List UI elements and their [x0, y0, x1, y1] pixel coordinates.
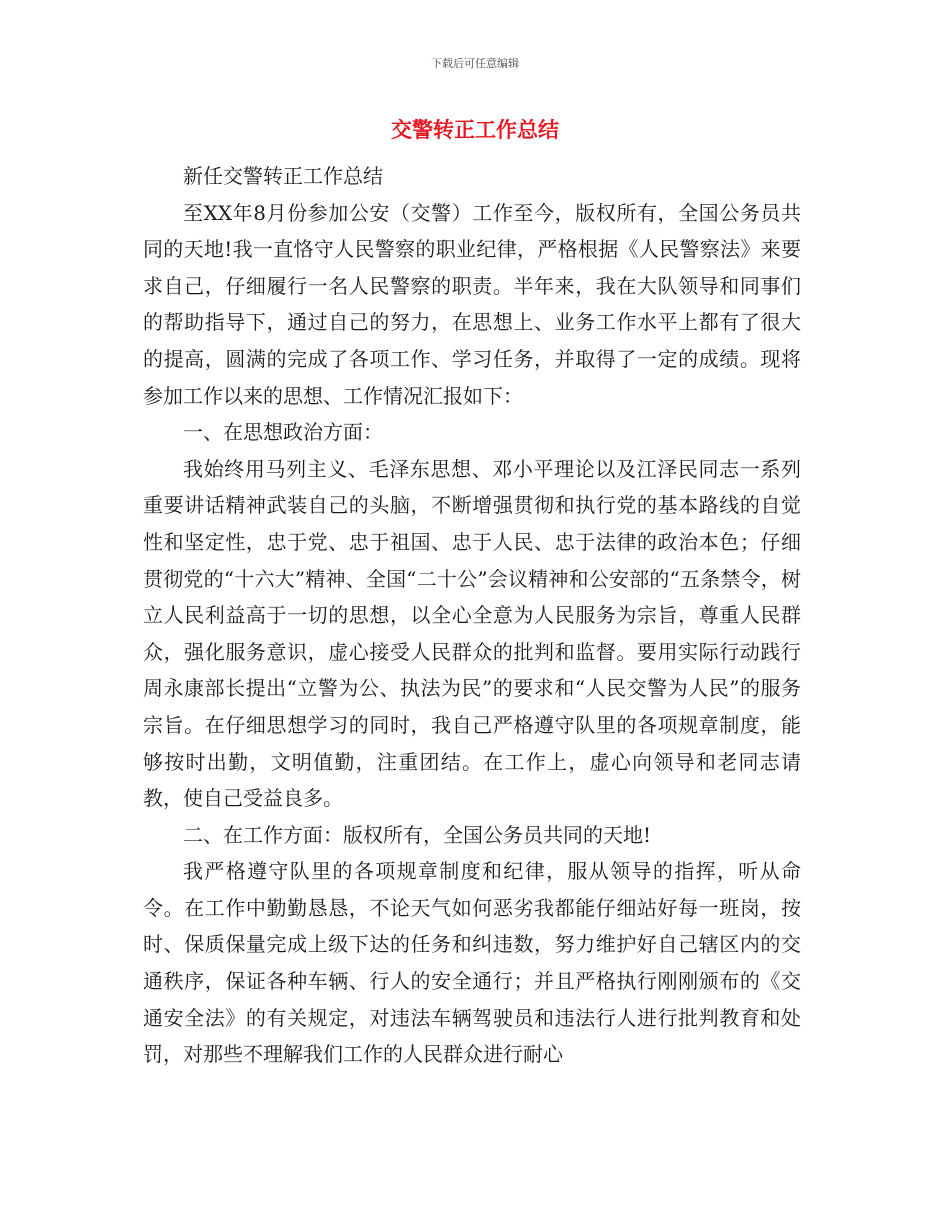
paragraph-political: 我始终用马列主义、毛泽东思想、邓小平理论以及江泽民同志一系列重要讲话精神武装自己的头脑，不断增强贯彻和执行党的基本路线的自觉性和坚定性，忠于党、忠于祖国、忠于人民、忠于法律的政治本色；仔细贯彻党的“十六大”精神、全国“二十公”会议精神和公安部的“五条禁令，树立人民利益高于一切的思想，以全心全意为人民服务为宗旨，尊重人民群众，强化服务意识，虚心接受人民群众的批判和监督。要用实际行动践行周永康部长提出“立警为公、执法为民”的要求和“人民交警为人民”的服务宗旨。在仔细思想学习的同时，我自己严格遵守队里的各项规章制度，能够按时出勤，文明值勤，注重团结。在工作上，虚心向领导和老同志请教，使自己受益良多。 [143, 456, 801, 811]
document-title: 交警转正工作总结 [391, 118, 559, 142]
section-heading-work: 二、在工作方面：版权所有，全国公务员共同的天地! [183, 822, 652, 847]
paragraph-intro: 至XX年8月份参加公安（交警）工作至今，版权所有，全国公务员共同的天地!我一直恪守人民警察的职业纪律，严格根据《人民警察法》来要求自己，仔细履行一名人民警察的职责。半年来，我在大队领导和同事们的帮助指导下，通过自己的努力，在思想上、业务工作水平上都有了很大的提高，圆满的完成了各项工作、学习任务，并取得了一定的成绩。现将参加工作以来的思想、工作情况汇报如下： [143, 200, 801, 408]
paragraph-work: 我严格遵守队里的各项规章制度和纪律，服从领导的指挥，听从命令。在工作中勤勤恳恳，不论天气如何恶劣我都能仔细站好每一班岗，按时、保质保量完成上级下达的任务和纠违数，努力维护好自己辖区内的交通秩序，保证各种车辆、行人的安全通行；并且严格执行刚刚颁布的《交通安全法》的有关规定，对违法车辆驾驶员和违法行人进行批判教育和处罚，对那些不理解我们工作的人民群众进行耐心 [143, 859, 801, 1067]
document-body [143, 158, 801, 1073]
header-note: 下载后可任意编辑 [431, 57, 519, 70]
paragraph-subtitle: 新任交警转正工作总结 [183, 164, 383, 188]
section-heading-political: 一、在思想政治方面： [183, 420, 383, 445]
